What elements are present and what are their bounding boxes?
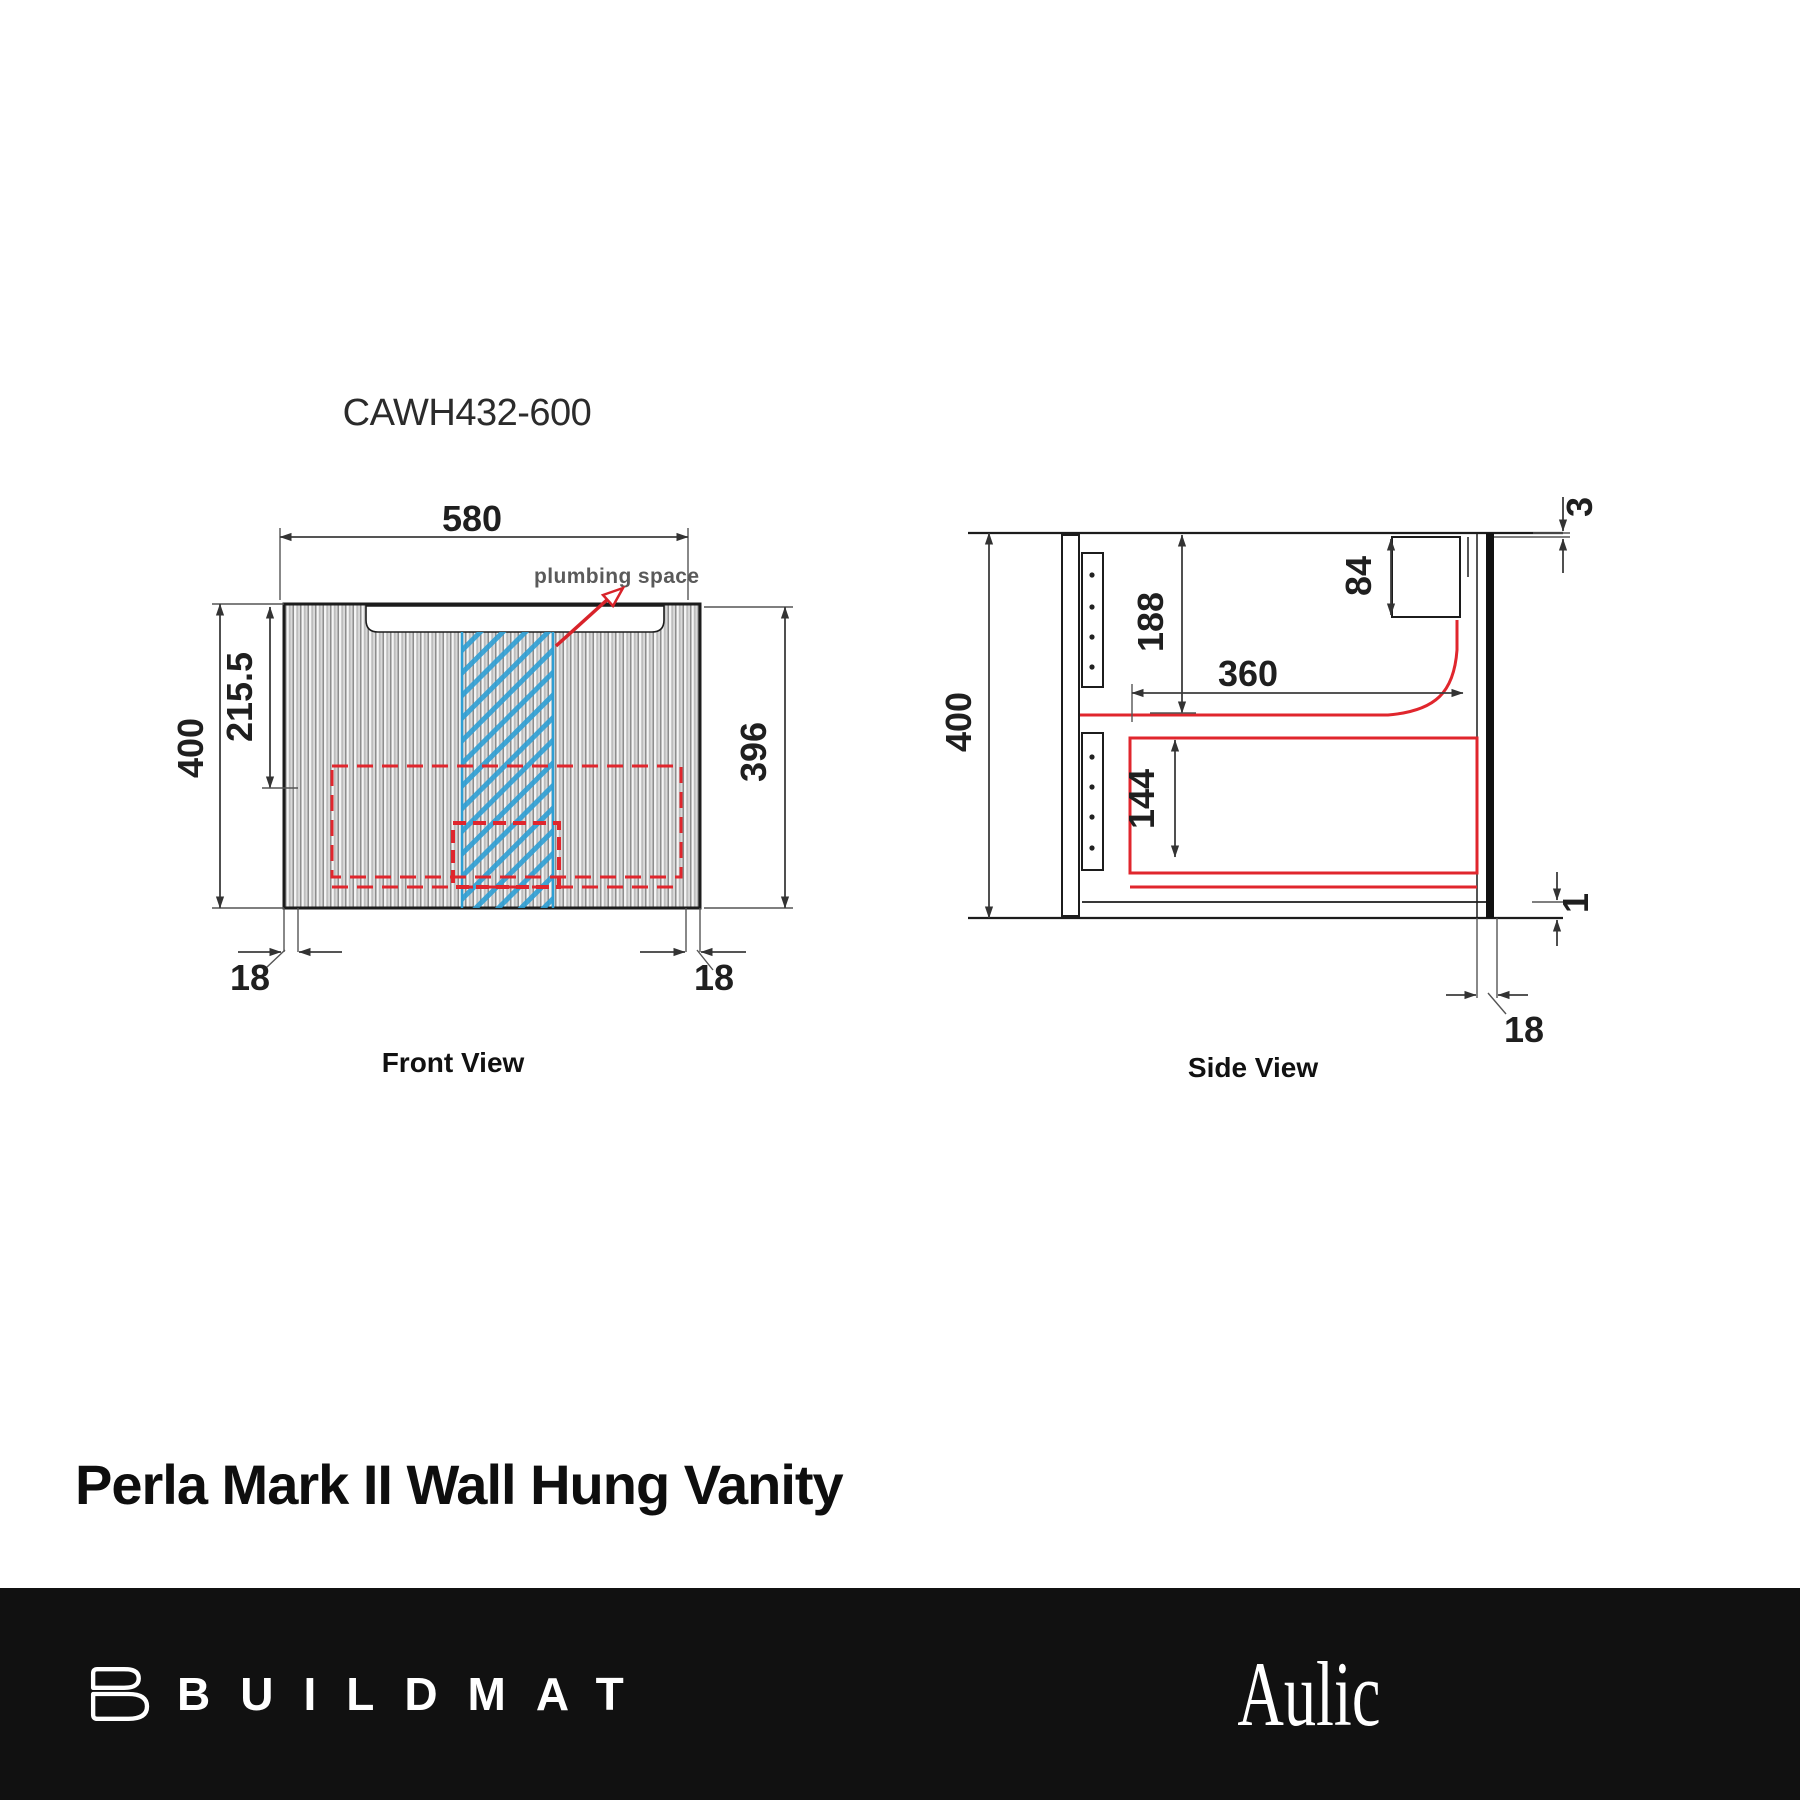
partner-brand-logo: Aulic [1236, 1643, 1380, 1745]
svg-text:3: 3 [1559, 496, 1600, 518]
dim-overall-depth [938, 533, 989, 918]
side-view-label: Side View [1187, 1052, 1319, 1083]
dim-side-panel-right [640, 950, 746, 998]
plumbing-note: plumbing space [534, 565, 700, 588]
svg-text:400: 400 [938, 691, 979, 753]
svg-text:360: 360 [1217, 653, 1279, 694]
svg-text:18: 18 [1503, 1009, 1545, 1050]
mounting-rail-upper [1082, 553, 1103, 687]
dim-drawer-back-height [1338, 539, 1391, 615]
dim-side-panel-left [230, 950, 342, 998]
front-handle-recess [366, 606, 664, 632]
svg-text:144: 144 [1121, 768, 1162, 830]
drawer-box [1130, 738, 1477, 873]
back-panel [1062, 535, 1079, 916]
svg-text:1: 1 [1555, 892, 1596, 914]
front-door-panel [1486, 533, 1494, 918]
svg-text:400: 400 [170, 717, 211, 779]
dim-benchtop-thickness [1494, 497, 1600, 573]
buildmat-brand [83, 1665, 654, 1723]
dim-top-clearance [1130, 535, 1196, 713]
footer-bar [0, 1588, 1800, 1800]
plumbing-zone [462, 632, 553, 908]
front-side-panels [284, 908, 700, 952]
dim-bottom-reveal [1532, 872, 1596, 946]
side-view [938, 497, 1600, 1083]
drawer-back-box [1392, 537, 1460, 617]
svg-text:84: 84 [1338, 555, 1379, 597]
dim-panel-thickness [1446, 918, 1544, 1050]
svg-text:18: 18 [229, 957, 271, 998]
brand-name: BUILDMAT [177, 1668, 654, 1720]
front-view-label: Front View [381, 1047, 525, 1078]
svg-text:580: 580 [441, 498, 503, 539]
svg-text:18: 18 [693, 957, 735, 998]
mounting-rail-lower [1082, 733, 1103, 870]
dim-door-height [704, 607, 793, 908]
front-view [170, 392, 793, 1078]
svg-text:188: 188 [1130, 591, 1171, 653]
dim-overall-height [170, 604, 284, 908]
buildmat-b-icon [83, 1665, 153, 1723]
svg-text:215.5: 215.5 [219, 651, 260, 743]
model-code: CAWH432-600 [342, 392, 592, 434]
product-title: Perla Mark II Wall Hung Vanity [75, 1453, 843, 1516]
svg-text:396: 396 [733, 721, 774, 783]
